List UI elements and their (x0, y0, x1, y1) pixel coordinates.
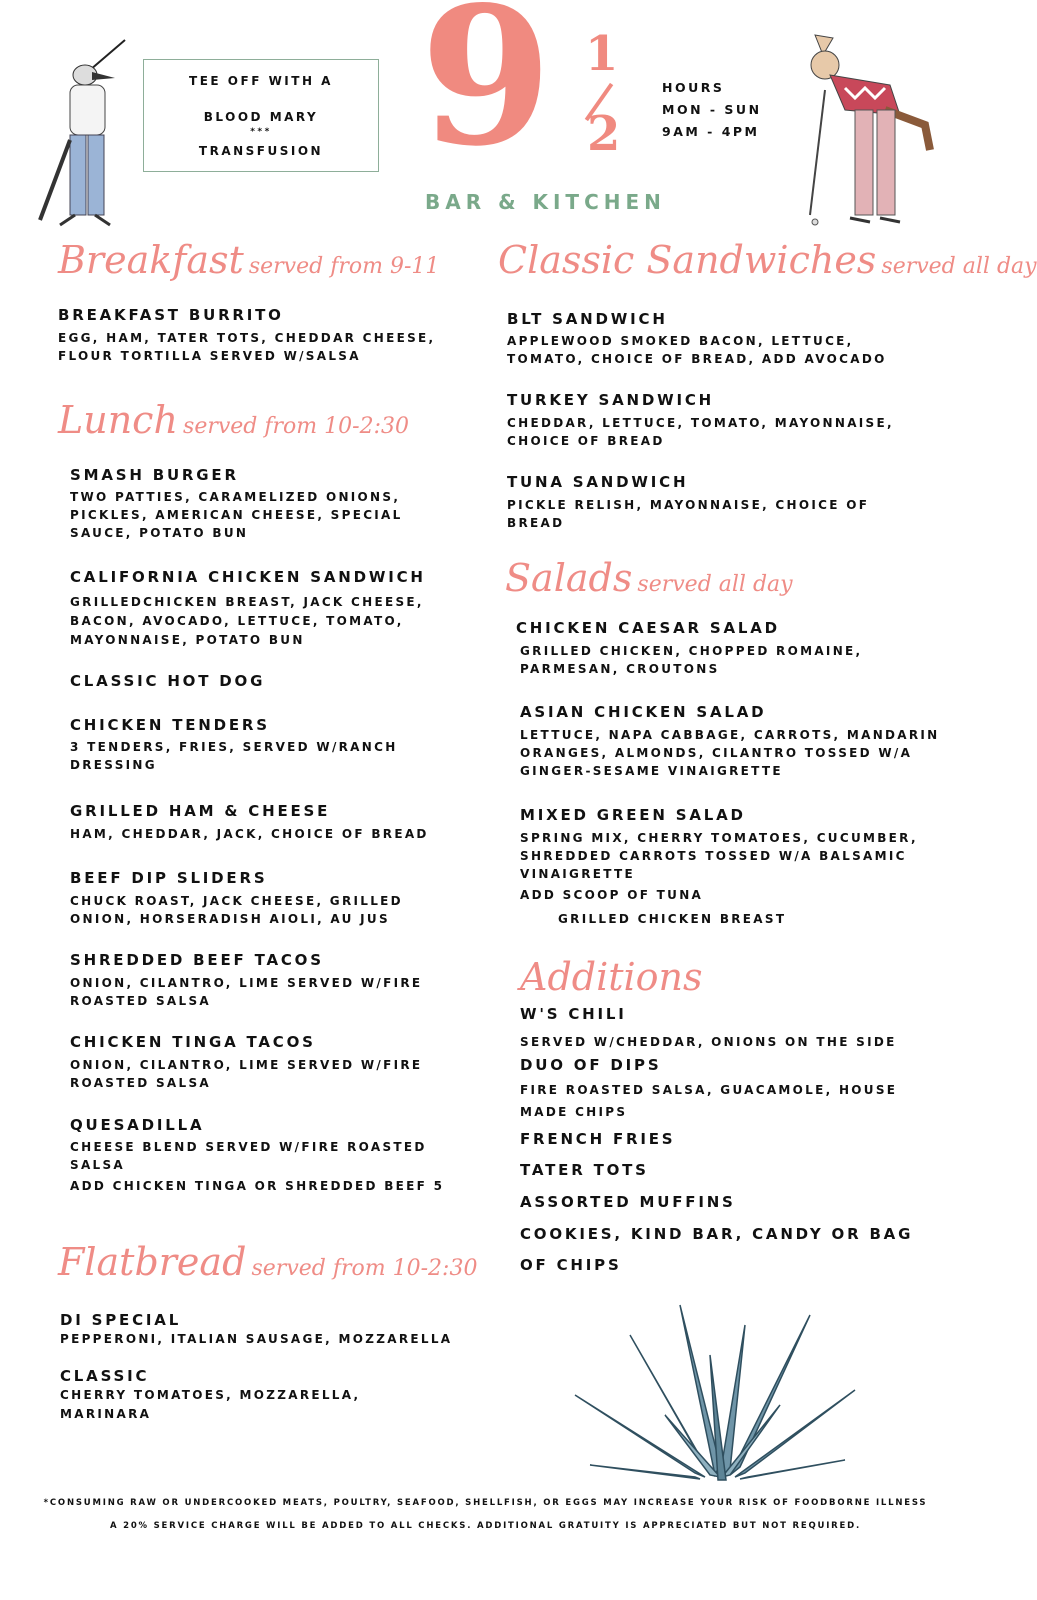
menu-item-name: OF CHIPS (520, 1256, 622, 1274)
section-title-sandwiches (498, 238, 1037, 282)
section-note: served all day (637, 572, 793, 597)
menu-item-desc: VINAIGRETTE (520, 867, 635, 881)
menu-item-name: TUNA SANDWICH (507, 473, 689, 491)
menu-item-desc: SPRING MIX, CHERRY TOMATOES, CUCUMBER, (520, 831, 918, 845)
section-title-salads (505, 556, 793, 600)
menu-item-desc: GINGER-SESAME VINAIGRETTE (520, 764, 783, 778)
menu-item-desc: CHUCK ROAST, JACK CHEESE, GRILLED (70, 894, 403, 908)
menu-item-name: CHICKEN TENDERS (70, 716, 270, 734)
logo-fraction-numerator: 1 (585, 26, 619, 82)
menu-item-desc: ORANGES, ALMONDS, CILANTRO TOSSED W/A (520, 746, 913, 760)
logo-subtitle: BAR & KITCHEN (425, 190, 666, 214)
menu-item-name: CHICKEN CAESAR SALAD (516, 619, 780, 637)
section-title-text: Breakfast (58, 238, 244, 282)
menu-item-desc: ONION, CILANTRO, LIME SERVED W/FIRE (70, 1058, 423, 1072)
menu-item-name: DUO OF DIPS (520, 1056, 662, 1074)
menu-item-desc: ROASTED SALSA (70, 1076, 211, 1090)
section-note: served from 10-2:30 (183, 414, 409, 439)
menu-item-name: TATER TOTS (520, 1161, 649, 1179)
menu-item-desc: BREAD (507, 516, 565, 530)
menu-item-name: SMASH BURGER (70, 466, 239, 484)
menu-item-name: QUESADILLA (70, 1116, 205, 1134)
section-title-text: Flatbread (58, 1240, 247, 1284)
section-title-text: Salads (505, 556, 633, 600)
menu-item-desc: APPLEWOOD SMOKED BACON, LETTUCE, (507, 334, 854, 348)
menu-item-desc: SHREDDED CARROTS TOSSED W/A BALSAMIC (520, 849, 907, 863)
logo-number: 9 (420, 0, 553, 188)
menu-item-name: FRENCH FRIES (520, 1130, 676, 1148)
menu-item-desc: PARMESAN, CROUTONS (520, 662, 720, 676)
hours-days: MON - SUN (662, 102, 762, 117)
promo-separator: *** (250, 127, 272, 137)
menu-item-desc: PEPPERONI, ITALIAN SAUSAGE, MOZZARELLA (60, 1332, 453, 1346)
menu-item-desc: PICKLES, AMERICAN CHEESE, SPECIAL (70, 508, 403, 522)
section-title-text: Lunch (58, 398, 178, 442)
menu-item-desc: BACON, AVOCADO, LETTUCE, TOMATO, (70, 614, 404, 628)
menu-item-name: COOKIES, KIND BAR, CANDY OR BAG (520, 1225, 914, 1243)
footer-service-charge: A 20% SERVICE CHARGE WILL BE ADDED TO ALL CHECKS. ADDITIONAL GRATUITY IS APPRECIATED BUT NOT REQUIRED. (109, 1521, 861, 1531)
logo-fraction (575, 26, 635, 162)
menu-item-name: CLASSIC (60, 1367, 150, 1385)
menu-item-desc: LETTUCE, NAPA CABBAGE, CARROTS, MANDARIN (520, 728, 940, 742)
menu-item-desc: 3 TENDERS, FRIES, SERVED W/RANCH (70, 740, 398, 754)
menu-item-name: BEEF DIP SLIDERS (70, 869, 268, 887)
menu-item-desc: CHEDDAR, LETTUCE, TOMATO, MAYONNAISE, (507, 416, 894, 430)
menu-item-name: DI SPECIAL (60, 1311, 182, 1329)
menu-item-name: BREAKFAST BURRITO (58, 306, 284, 324)
menu-item-desc: MARINARA (60, 1407, 152, 1421)
menu-item-desc: CHEESE BLEND SERVED W/FIRE ROASTED (70, 1140, 427, 1154)
section-note: served from 10-2:30 (251, 1256, 478, 1281)
promo-line: TRANSFUSION (198, 144, 324, 158)
footer-disclaimer: *CONSUMING RAW OR UNDERCOOKED MEATS, POULTRY, SEAFOOD, SHELLFISH, OR EGGS MAY INCREASE YOUR RISK OF FOODBORNE ILLNESS (43, 1498, 928, 1508)
menu-item-desc: DRESSING (70, 758, 157, 772)
menu-item-name: GRILLED HAM & CHEESE (70, 802, 331, 820)
menu-item-desc: FIRE ROASTED SALSA, GUACAMOLE, HOUSE (520, 1083, 898, 1097)
menu-item-desc: TOMATO, CHOICE OF BREAD, ADD AVOCADO (507, 352, 887, 366)
menu-item-name: CLASSIC HOT DOG (70, 672, 266, 690)
menu-item-desc: HAM, CHEDDAR, JACK, CHOICE OF BREAD (70, 827, 429, 841)
menu-item-desc: MADE CHIPS (520, 1105, 628, 1119)
menu-item-name: ASIAN CHICKEN SALAD (520, 703, 767, 721)
section-title-breakfast (58, 238, 439, 282)
bird-golfer-illustration (30, 30, 130, 230)
menu-item-desc: SAUCE, POTATO BUN (70, 526, 249, 540)
menu-item-addon: ADD SCOOP OF TUNA (520, 888, 704, 902)
promo-box (143, 59, 379, 172)
menu-item-desc: SERVED W/CHEDDAR, ONIONS ON THE SIDE (520, 1035, 897, 1049)
menu-item-desc: ONION, CILANTRO, LIME SERVED W/FIRE (70, 976, 423, 990)
menu-item-desc: TWO PATTIES, CARAMELIZED ONIONS, (70, 490, 401, 504)
promo-line: TEE OFF WITH A (189, 74, 333, 88)
menu-item-name: ASSORTED MUFFINS (520, 1193, 736, 1211)
section-title-text: Classic Sandwiches (498, 238, 877, 282)
section-title-lunch (58, 398, 409, 442)
hours-time: 9AM - 4PM (662, 124, 760, 139)
menu-item-desc: GRILLEDCHICKEN BREAST, JACK CHEESE, (70, 595, 424, 609)
menu-item-desc: GRILLED CHICKEN, CHOPPED ROMAINE, (520, 644, 863, 658)
section-title-flatbread (58, 1240, 477, 1284)
menu-item-name: W'S CHILI (520, 1005, 627, 1023)
section-title-additions (520, 955, 703, 999)
menu-item-desc: FLOUR TORTILLA SERVED W/SALSA (58, 349, 361, 363)
menu-item-name: CHICKEN TINGA TACOS (70, 1033, 316, 1051)
menu-item-addon: GRILLED CHICKEN BREAST (558, 912, 787, 926)
section-note: served all day (881, 254, 1037, 279)
menu-item-desc: CHOICE OF BREAD (507, 434, 665, 448)
fox-golfer-illustration (795, 30, 945, 230)
section-note: served from 9-11 (248, 254, 440, 279)
logo-fraction-denominator: 2 (587, 106, 621, 162)
menu-item-desc: PICKLE RELISH, MAYONNAISE, CHOICE OF (507, 498, 870, 512)
menu-item-desc: ADD CHICKEN TINGA OR SHREDDED BEEF 5 (70, 1179, 445, 1193)
menu-item-name: CALIFORNIA CHICKEN SANDWICH (70, 568, 426, 586)
menu-item-name: TURKEY SANDWICH (507, 391, 715, 409)
section-title-text: Additions (520, 955, 703, 999)
menu-item-desc: SALSA (70, 1158, 126, 1172)
menu-item-desc: ROASTED SALSA (70, 994, 211, 1008)
menu-item-name: BLT SANDWICH (507, 310, 668, 328)
agave-plant-illustration (570, 1295, 860, 1485)
menu-item-name: SHREDDED BEEF TACOS (70, 951, 324, 969)
menu-item-desc: ONION, HORSERADISH AIOLI, AU JUS (70, 912, 390, 926)
menu-item-desc: CHERRY TOMATOES, MOZZARELLA, (60, 1388, 361, 1402)
promo-line: BLOOD MARY (203, 110, 319, 124)
menu-item-desc: MAYONNAISE, POTATO BUN (70, 633, 305, 647)
menu-item-desc: EGG, HAM, TATER TOTS, CHEDDAR CHEESE, (58, 331, 436, 345)
menu-item-name: MIXED GREEN SALAD (520, 806, 746, 824)
hours-label: HOURS (662, 80, 725, 95)
